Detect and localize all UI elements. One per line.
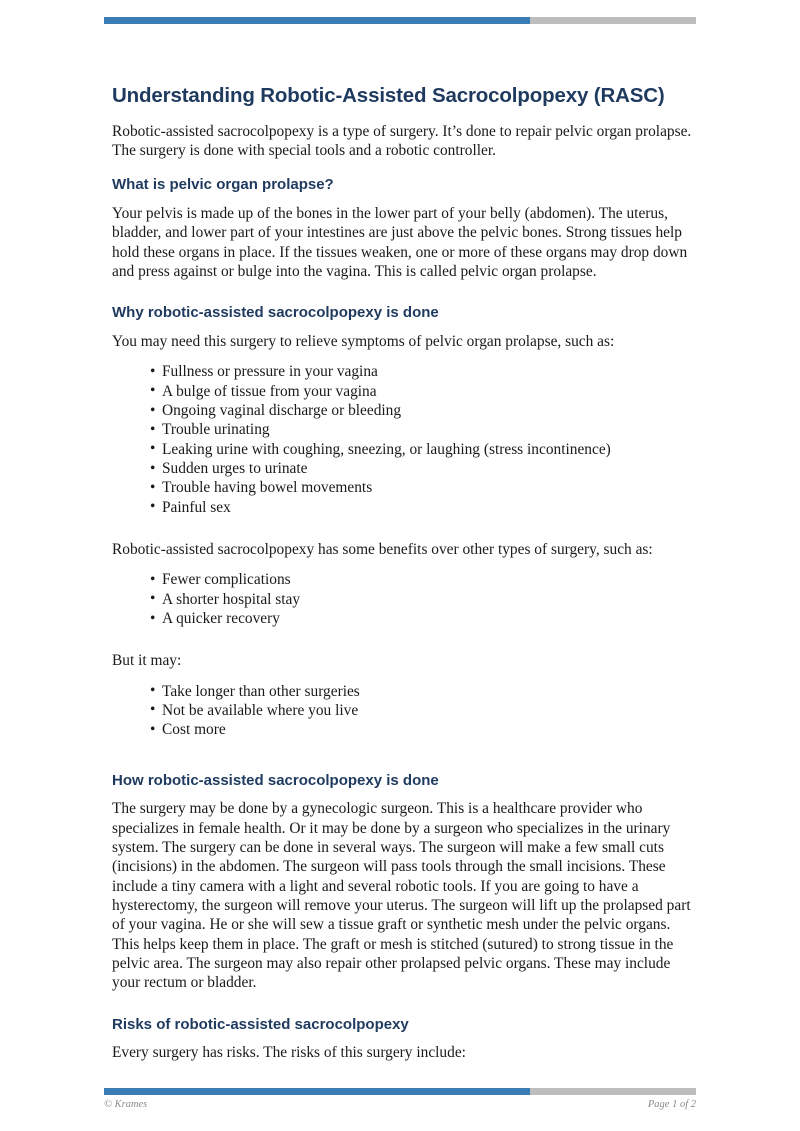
- list-item: • Sudden urges to urinate: [151, 459, 696, 478]
- section-heading-prolapse: What is pelvic organ prolapse?: [112, 176, 334, 194]
- benefits-lead-paragraph: Robotic-assisted sacrocolpopexy has some benefits over other types of surgery, such as:: [112, 541, 653, 559]
- top-progress-rule: [104, 17, 696, 24]
- list-item: • Take longer than other surgeries: [151, 682, 696, 701]
- section-heading-why: Why robotic-assisted sacrocolpopexy is done: [112, 304, 439, 322]
- list-item: • A bulge of tissue from your vagina: [151, 382, 696, 401]
- page-indicator: Page 1 of 2: [647, 1099, 696, 1110]
- spacer: [112, 756, 696, 772]
- section-paragraph-prolapse: Your pelvis is made up of the bones in the lower part of your belly (abdomen). The uterus, bladder, and lower part of your intestines are just above the pelvic bones. Strong tissues help hold these organs in place. If the tissues weaken, one or more of these organs may drop down and press against or bulge into the vagina. This is called pelvic organ prolapse.: [112, 205, 688, 280]
- list-item: • Trouble having bowel movements: [151, 478, 696, 497]
- symptoms-list: [112, 362, 696, 517]
- list-item: • Leaking urine with coughing, sneezing, or laughing (stress incontinence): [151, 440, 696, 459]
- bottom-progress-rule: [104, 1088, 696, 1095]
- bottom-rule-empty-segment: [530, 1088, 696, 1095]
- list-item: • Cost more: [151, 720, 696, 739]
- list-item: • Trouble urinating: [151, 420, 696, 439]
- document-body: [112, 84, 696, 1079]
- page-title: Understanding Robotic-Assisted Sacrocolpopexy (RASC): [112, 84, 665, 107]
- intro-paragraph: Robotic-assisted sacrocolpopexy is a type of surgery. It’s done to repair pelvic organ prolapse. The surgery is done with special tools and a robotic controller.: [112, 122, 692, 159]
- section-heading-how: How robotic-assisted sacrocolpopexy is done: [112, 771, 439, 789]
- list-item: • A shorter hospital stay: [151, 590, 696, 609]
- list-item: • Fullness or pressure in your vagina: [151, 362, 696, 381]
- top-rule-empty-segment: [530, 17, 696, 24]
- list-item: • Not be available where you live: [151, 701, 696, 720]
- page-footer: [104, 1099, 696, 1110]
- drawbacks-list: [112, 682, 696, 740]
- spacer: [112, 533, 696, 540]
- top-rule-filled-segment: [104, 17, 530, 24]
- benefits-list: [112, 570, 696, 628]
- bottom-rule-filled-segment: [104, 1088, 530, 1095]
- list-item: • Painful sex: [151, 498, 696, 517]
- spacer: [112, 644, 696, 651]
- list-item: • A quicker recovery: [151, 609, 696, 628]
- drawbacks-lead-paragraph: But it may:: [112, 652, 182, 670]
- list-item: • Ongoing vaginal discharge or bleeding: [151, 401, 696, 420]
- copyright-notice: © Krames: [104, 1099, 148, 1110]
- section-paragraph-how: The surgery may be done by a gynecologic surgeon. This is a healthcare provider who specializes in female health. Or it may be done by a surgeon who specializes in the urinary system. The surgery can be done in several ways. The surgeon will make a few small cuts (incisions) in the abdomen. The surgeon will pass tools through the small incisions. These include a tiny camera with a light and several robotic tools. If you are going to have a hysterectomy, the surgeon will remove your uterus. The surgeon will lift up the prolapsed part of your vagina. He or she will sew a tissue graft or synthetic mesh under the pelvic organs. This helps keep them in place. The graft or mesh is stitched (sutured) to strong tissue in the pelvic area. The surgeon may also repair other prolapsed pelvic organs. These may include your rectum or bladder.: [112, 800, 691, 992]
- spacer: [112, 297, 696, 304]
- why-lead-paragraph: You may need this surgery to relieve symptoms of pelvic organ prolapse, such as:: [112, 333, 615, 351]
- spacer: [112, 1009, 696, 1016]
- section-heading-risks: Risks of robotic-assisted sacrocolpopexy: [112, 1015, 409, 1033]
- section-paragraph-risks: Every surgery has risks. The risks of this surgery include:: [112, 1044, 466, 1062]
- list-item: • Fewer complications: [151, 570, 696, 589]
